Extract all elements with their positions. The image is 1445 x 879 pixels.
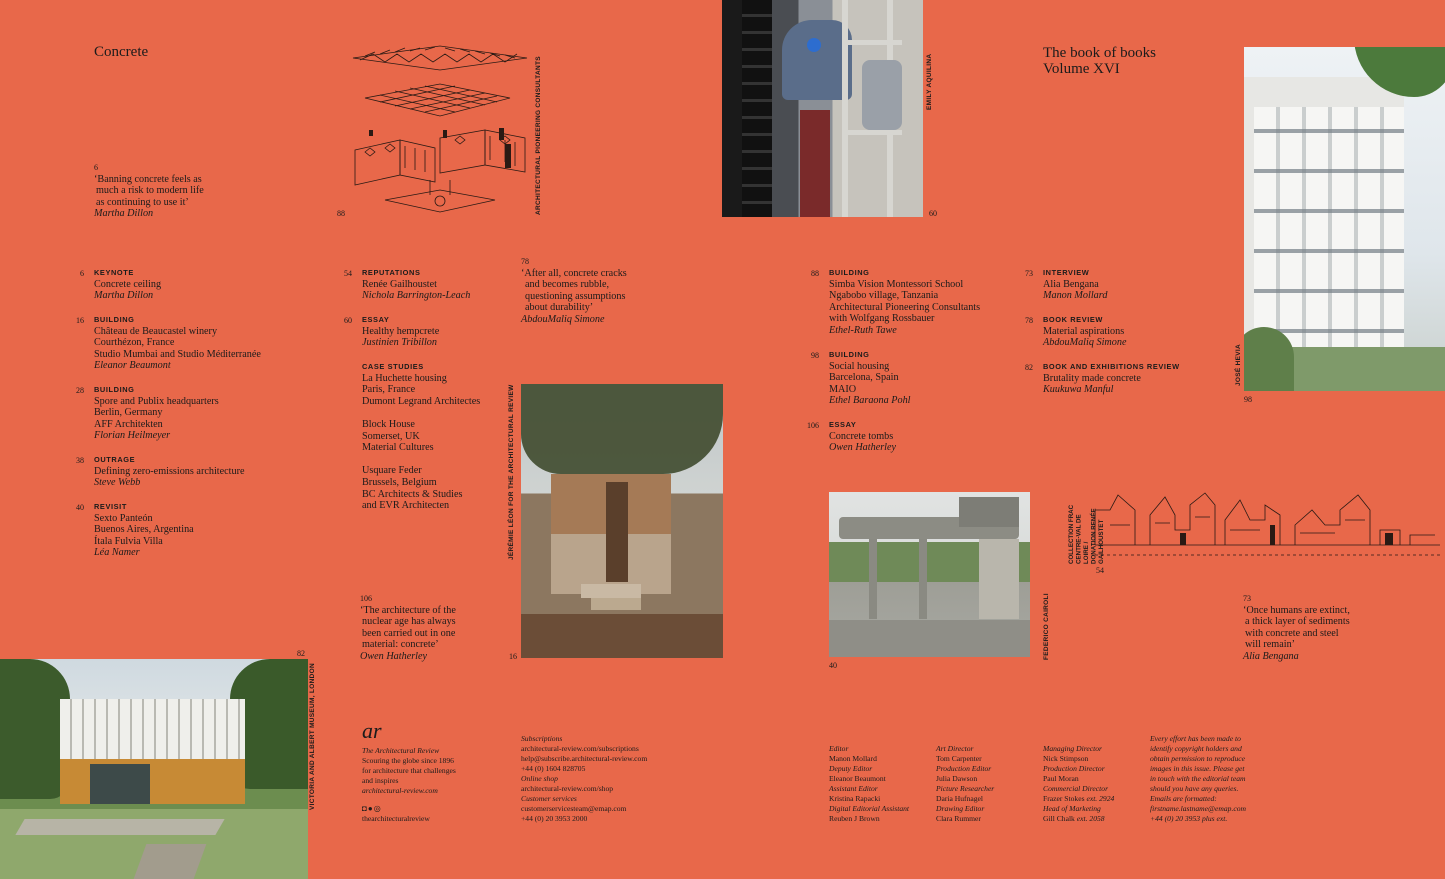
right-page-title bbox=[1043, 45, 1156, 77]
toc-author: Léa Namer bbox=[94, 547, 140, 559]
staff-name: Eleanor Beaumont bbox=[829, 774, 886, 783]
toc-section-label: ESSAY bbox=[362, 315, 390, 324]
publication-name: The Architectural Review bbox=[362, 746, 440, 755]
toc-author: Justinien Tribillon bbox=[362, 337, 437, 349]
staff-role: Deputy Editor bbox=[829, 764, 873, 773]
toc-page-number: 82 bbox=[1025, 363, 1033, 372]
staff-name: Daria Hufnagel bbox=[936, 794, 984, 803]
toc-location: Courthézon, France bbox=[94, 337, 175, 349]
toc-section-label: OUTRAGE bbox=[94, 455, 136, 464]
contact-info bbox=[521, 734, 721, 824]
contact-phone: +44 (0) 1604 828705 bbox=[521, 764, 586, 773]
spacer bbox=[362, 454, 602, 466]
toc-entry[interactable] bbox=[76, 384, 334, 442]
copyright-line: Emails are formatted: bbox=[1150, 794, 1217, 803]
copyright-line: images in this issue. Please get bbox=[1150, 764, 1245, 773]
toc-section-label: BOOK AND EXHIBITIONS REVIEW bbox=[1043, 362, 1180, 371]
staff-name: Clara Rummer bbox=[936, 814, 981, 823]
social-housing-photo bbox=[1244, 47, 1445, 391]
toc-title: Concrete ceiling bbox=[94, 278, 162, 290]
staff-role: Assistant Editor bbox=[829, 784, 878, 793]
toc-page-number: 60 bbox=[344, 316, 352, 325]
toc-page-number: 78 bbox=[1025, 316, 1033, 325]
case-study-architect: Dumont Legrand Architectes bbox=[362, 395, 481, 407]
case-study-location: Paris, France bbox=[362, 384, 416, 396]
toc-page-number: 28 bbox=[76, 386, 84, 395]
toc-author: Martha Dillon bbox=[94, 290, 154, 302]
toc-entry[interactable] bbox=[1025, 361, 1233, 396]
twitter-icon[interactable]: ◎ bbox=[373, 804, 382, 813]
toc-entry[interactable] bbox=[807, 419, 1069, 454]
website-link[interactable]: architectural-review.com bbox=[362, 786, 438, 795]
volume-number: Volume XVI bbox=[1043, 61, 1120, 77]
staff-name: Gill Chalk bbox=[1043, 814, 1075, 823]
contact-link[interactable]: architectural-review.com/subscriptions bbox=[521, 744, 639, 753]
case-study-architect: and EVR Architecten bbox=[362, 500, 450, 512]
quote-page-number: 106 bbox=[360, 594, 372, 603]
toc-author: AbdouMaliq Simone bbox=[1043, 337, 1127, 349]
drawing-credit: ARCHITECTURAL PIONEERING CONSULTANTS bbox=[535, 56, 542, 215]
quote-page-number: 73 bbox=[1243, 594, 1251, 603]
axonometric-drawing-svg bbox=[345, 40, 535, 220]
phone-extension: ext. 2924 bbox=[1086, 794, 1115, 803]
toc-section-label: REPUTATIONS bbox=[362, 268, 421, 277]
toc-page-number: 54 bbox=[344, 269, 352, 278]
toc-page-number: 73 bbox=[1025, 269, 1033, 278]
photo-credit: VICTORIA AND ALBERT MUSEUM, LONDON bbox=[309, 663, 316, 810]
toc-page-number: 88 bbox=[811, 269, 819, 278]
case-study-location: Brussels, Belgium bbox=[362, 476, 437, 488]
toc-location: Buenos Aires, Argentina bbox=[94, 524, 194, 536]
toc-title: Social housing bbox=[829, 360, 890, 372]
contact-link[interactable]: architectural-review.com/shop bbox=[521, 784, 614, 793]
pull-quote-78 bbox=[521, 256, 627, 326]
toc-author: Steve Webb bbox=[94, 477, 141, 489]
copyright-notice bbox=[1150, 734, 1290, 824]
concrete-canopy-photo bbox=[829, 492, 1030, 657]
staff-name: Julia Dawson bbox=[936, 774, 978, 783]
staff-name-with-ext bbox=[1043, 794, 1153, 804]
case-study-architect: Material Cultures bbox=[362, 442, 434, 454]
toc-title: Simba Vision Montessori School bbox=[829, 278, 964, 290]
toc-title: Spore and Publix headquarters bbox=[94, 395, 219, 407]
toc-entry[interactable] bbox=[80, 267, 334, 302]
drawing-credit bbox=[1068, 498, 1120, 564]
modernist-house-photo bbox=[0, 659, 308, 879]
toc-entry[interactable] bbox=[811, 267, 1069, 337]
staff-role: Editor bbox=[829, 744, 849, 753]
staff-name: Nick Stimpson bbox=[1043, 754, 1089, 763]
photo-credit: FEDERICO CAIROLI bbox=[1043, 593, 1050, 660]
toc-architect: Studio Mumbai and Studio Méditerranée bbox=[94, 348, 261, 360]
credit-line: DONATION RENÉE bbox=[1090, 508, 1098, 564]
left-page-title: Concrete bbox=[94, 44, 149, 60]
toc-section-label: BUILDING bbox=[829, 268, 870, 277]
toc-page-number: 98 bbox=[811, 351, 819, 360]
credit-line: COLLECTION FRAC bbox=[1068, 504, 1075, 564]
toc-section-label: BUILDING bbox=[829, 350, 870, 359]
contact-label: Customer services bbox=[521, 794, 577, 803]
pull-quote-6 bbox=[94, 162, 204, 220]
quote-page-number: 78 bbox=[521, 257, 529, 266]
quote-line: ‘Once humans are extinct, bbox=[1243, 604, 1350, 616]
contact-link[interactable]: customerservicesteam@emap.com bbox=[521, 804, 627, 813]
facebook-icon[interactable]: ● bbox=[367, 804, 374, 813]
quote-line: with concrete and steel bbox=[1245, 627, 1339, 639]
quote-author: Owen Hatherley bbox=[360, 650, 428, 662]
toc-author: Kuukuwa Manful bbox=[1043, 384, 1114, 396]
toc-entry[interactable] bbox=[76, 454, 334, 489]
toc-architect: Ítala Fulvia Villa bbox=[94, 535, 163, 547]
toc-architect: MAIO bbox=[829, 383, 857, 395]
quote-author: AbdouMaliq Simone bbox=[521, 313, 605, 325]
contact-link[interactable]: help@subscribe.architectural-review.com bbox=[521, 754, 648, 763]
copyright-line: in touch with the editorial team bbox=[1150, 774, 1246, 783]
staff-role: Head of Marketing bbox=[1043, 804, 1101, 813]
staff-role: Commercial Director bbox=[1043, 784, 1109, 793]
toc-author: Nichola Barrington-Leach bbox=[362, 290, 471, 302]
quote-line: ‘Banning concrete feels as bbox=[94, 173, 202, 185]
toc-title: Defining zero-emissions architecture bbox=[94, 465, 245, 477]
toc-title: Château de Beaucastel winery bbox=[94, 325, 218, 337]
toc-author: Florian Heilmeyer bbox=[94, 430, 171, 442]
image-page-number: 82 bbox=[297, 649, 305, 658]
toc-section-label: REVISIT bbox=[94, 502, 127, 511]
toc-page-number: 40 bbox=[76, 503, 84, 512]
quote-line: and becomes rubble, bbox=[525, 279, 610, 291]
staff-name: Frazer Stokes bbox=[1043, 794, 1085, 803]
image-page-number: 54 bbox=[1096, 566, 1104, 575]
staff-list-design bbox=[936, 744, 1036, 824]
toc-entry[interactable] bbox=[76, 501, 334, 559]
quote-line: will remain’ bbox=[1245, 639, 1296, 651]
quote-line: material: concrete’ bbox=[362, 639, 439, 651]
image-page-number: 40 bbox=[829, 661, 837, 670]
phone-extension: ext. 2058 bbox=[1076, 814, 1105, 823]
toc-author: Manon Mollard bbox=[1043, 290, 1108, 302]
toc-entry[interactable] bbox=[811, 349, 1069, 407]
staff-name: Paul Moran bbox=[1043, 774, 1079, 783]
toc-section-label: CASE STUDIES bbox=[362, 362, 424, 371]
instagram-icon[interactable]: ◘ bbox=[362, 804, 368, 813]
case-study-title: La Huchette housing bbox=[362, 372, 447, 384]
credit-line: CENTRE-VAL DE LOIRE / bbox=[1075, 514, 1090, 564]
toc-section-label: BOOK REVIEW bbox=[1043, 315, 1103, 324]
staff-role: Production Director bbox=[1043, 764, 1105, 773]
case-study-title: Usquare Feder bbox=[362, 465, 422, 477]
contact-phone: +44 (0) 20 3953 2000 bbox=[521, 814, 588, 823]
book-title: The book of books bbox=[1043, 45, 1156, 61]
section-drawing-svg bbox=[1090, 485, 1445, 565]
copyright-line: firstname.lastname@emap.com bbox=[1150, 804, 1246, 813]
toc-location: Ngabobo village, Tanzania bbox=[829, 290, 939, 302]
toc-entry[interactable] bbox=[1025, 314, 1233, 349]
pull-quote-106 bbox=[360, 593, 456, 663]
toc-entry-case-studies[interactable] bbox=[362, 361, 602, 512]
pull-quote-73 bbox=[1243, 593, 1350, 663]
quote-line: ‘The architecture of the bbox=[360, 604, 456, 616]
staff-name-with-ext bbox=[1043, 814, 1153, 824]
case-study-location: Somerset, UK bbox=[362, 430, 420, 442]
toc-section-label: INTERVIEW bbox=[1043, 268, 1090, 277]
axonometric-drawing bbox=[345, 40, 535, 220]
toc-architect: with Wolfgang Rossbauer bbox=[829, 313, 935, 325]
toc-title: Sexto Panteón bbox=[94, 512, 153, 524]
toc-title: Concrete tombs bbox=[829, 430, 894, 442]
toc-entry[interactable] bbox=[1025, 267, 1233, 302]
toc-section-label: BUILDING bbox=[94, 385, 135, 394]
staff-name: Tom Carpenter bbox=[936, 754, 982, 763]
tagline-line: for architecture that challenges bbox=[362, 766, 456, 775]
toc-author: Eleanor Beaumont bbox=[94, 360, 171, 372]
ar-logo[interactable]: ar bbox=[362, 718, 382, 743]
toc-author: Owen Hatherley bbox=[829, 442, 897, 454]
staff-role: Picture Researcher bbox=[936, 784, 995, 793]
tagline-line: and inspires bbox=[362, 776, 399, 785]
tagline-line: Scouring the globe since 1896 bbox=[362, 756, 454, 765]
staff-role: Digital Editorial Assistant bbox=[829, 804, 910, 813]
contact-label: Online shop bbox=[521, 774, 558, 783]
case-study-architect: BC Architects & Studies bbox=[362, 488, 463, 500]
toc-location: Berlin, Germany bbox=[94, 407, 163, 419]
construction-scaffold-photo bbox=[722, 0, 923, 217]
staff-role: Production Editor bbox=[936, 764, 992, 773]
staff-role: Managing Director bbox=[1043, 744, 1102, 753]
copyright-line: obtain permission to reproduce bbox=[1150, 754, 1245, 763]
toc-page-number: 16 bbox=[76, 316, 84, 325]
social-icons[interactable] bbox=[362, 804, 512, 814]
quote-line: ‘After all, concrete cracks bbox=[521, 267, 627, 279]
quote-line: been carried out in one bbox=[362, 627, 456, 639]
image-page-number: 88 bbox=[337, 209, 345, 218]
copyright-line: +44 (0) 20 3953 plus ext. bbox=[1150, 814, 1228, 823]
copyright-line: identify copyright holders and bbox=[1150, 744, 1242, 753]
image-page-number: 16 bbox=[509, 652, 517, 661]
quote-line: a thick layer of sediments bbox=[1245, 616, 1350, 628]
quote-author: Martha Dillon bbox=[94, 208, 154, 220]
copyright-line: should you have any queries. bbox=[1150, 784, 1239, 793]
quote-line: questioning assumptions bbox=[525, 290, 626, 302]
quote-line: nuclear age has always bbox=[362, 616, 456, 628]
toc-architect: AFF Architekten bbox=[94, 418, 163, 430]
photo-credit: JOSÉ HEVIA bbox=[1235, 343, 1242, 386]
toc-section-label: ESSAY bbox=[829, 420, 857, 429]
toc-author: Ethel-Ruth Tawe bbox=[829, 324, 897, 336]
credit-line: GAILHOUSTET bbox=[1098, 519, 1105, 564]
quote-page-number: 6 bbox=[94, 163, 98, 172]
photo-credit: JÉRÉMIE LÉON FOR THE ARCHITECTURAL REVIEW bbox=[508, 384, 515, 560]
copyright-line: Every effort has been made to bbox=[1150, 734, 1241, 743]
toc-page-number: 106 bbox=[807, 421, 819, 430]
toc-page-number: 38 bbox=[76, 456, 84, 465]
staff-role: Art Director bbox=[936, 744, 974, 753]
quote-author: Alia Bengana bbox=[1243, 650, 1299, 662]
quote-line: as continuing to use it’ bbox=[96, 196, 189, 208]
toc-architect: Architectural Pioneering Consultants bbox=[829, 301, 981, 313]
staff-name: Kristina Rapacki bbox=[829, 794, 881, 803]
toc-section-label: KEYNOTE bbox=[94, 268, 134, 277]
toc-section-label: BUILDING bbox=[94, 315, 135, 324]
toc-author: Ethel Baraona Pohl bbox=[829, 395, 911, 407]
staff-name: Manon Mollard bbox=[829, 754, 877, 763]
staff-name: Reuben J Brown bbox=[829, 814, 880, 823]
toc-location: Barcelona, Spain bbox=[829, 372, 899, 384]
quote-line: much a risk to modern life bbox=[96, 185, 204, 197]
section-drawing bbox=[1090, 485, 1445, 565]
masthead-about bbox=[362, 720, 512, 824]
quote-line: about durability’ bbox=[525, 302, 594, 314]
contact-label: Subscriptions bbox=[521, 734, 563, 743]
toc-title: Healthy hempcrete bbox=[362, 325, 440, 337]
toc-page-number: 6 bbox=[80, 269, 84, 278]
toc-title: Brutality made concrete bbox=[1043, 372, 1141, 384]
toc-title: Renée Gailhoustet bbox=[362, 278, 437, 290]
toc-entry[interactable] bbox=[76, 314, 334, 372]
case-study-title: Block House bbox=[362, 418, 415, 430]
staff-list-editorial bbox=[829, 744, 939, 824]
spacer bbox=[362, 407, 602, 419]
staff-role: Drawing Editor bbox=[936, 804, 985, 813]
social-handle[interactable]: thearchitecturalreview bbox=[362, 814, 430, 823]
image-page-number: 98 bbox=[1244, 395, 1252, 404]
image-page-number: 60 bbox=[929, 209, 937, 218]
photo-credit: EMILY AQUILINA bbox=[926, 53, 933, 110]
toc-title: Material aspirations bbox=[1043, 325, 1125, 337]
toc-title: Alia Bengana bbox=[1043, 278, 1099, 290]
staff-list-business bbox=[1043, 744, 1153, 824]
